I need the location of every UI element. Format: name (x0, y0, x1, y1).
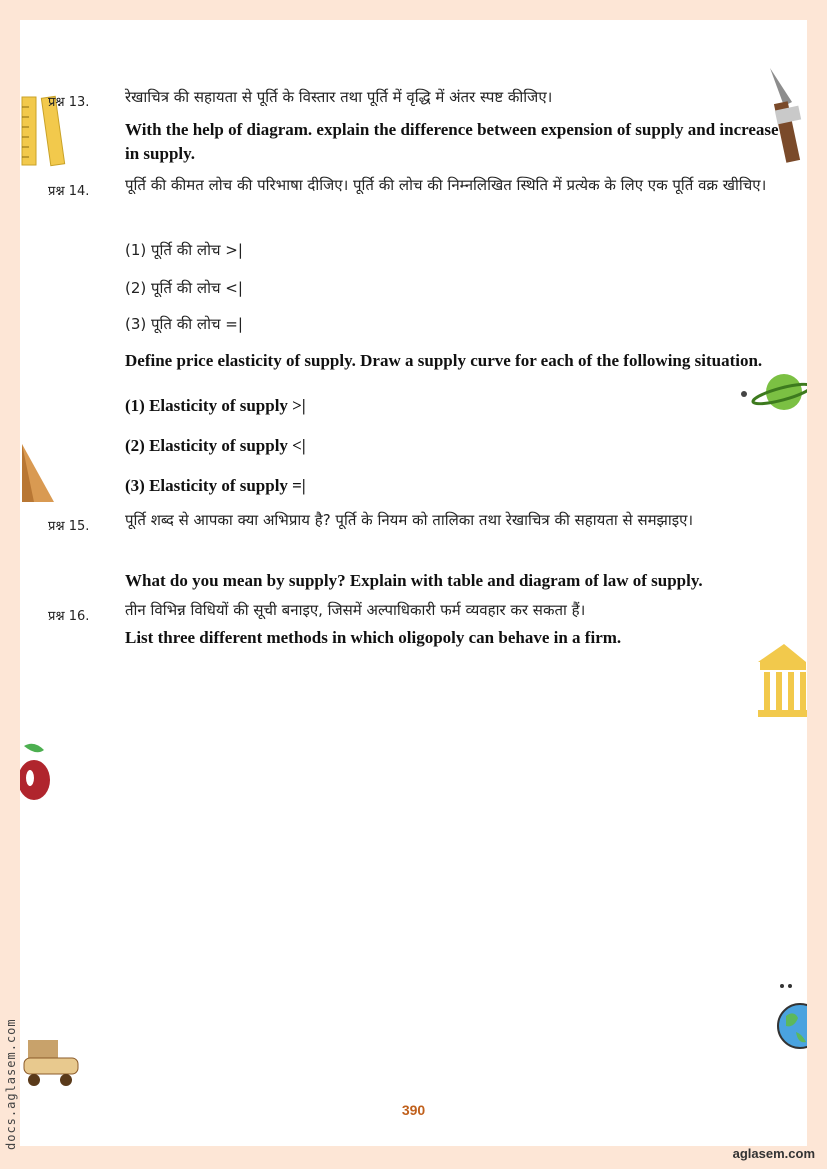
question-16-english: List three different methods in which oligopoly can behave in a firm. (125, 628, 622, 647)
question-14-hindi-option-2: (2) पूर्ति की लोच <| (125, 279, 243, 297)
question-13-hindi: रेखाचित्र की सहायता से पूर्ति के विस्तार तथा पूर्ति में वृद्धि में अंतर स्पष्ट कीजिए। (125, 88, 553, 106)
apple-icon (20, 740, 54, 804)
question-15-english: What do you mean by supply? Explain with table and diagram of law of supply. (125, 571, 703, 590)
temple-icon (756, 642, 807, 718)
question-15-hindi: पूर्ति शब्द से आपका क्या अभिप्राय है? पूर्ति के नियम को तालिका तथा रेखाचित्र की सहायता से समझाइए। (125, 511, 694, 529)
question-14-hindi: पूर्ति की कीमत लोच की परिभाषा दीजिए। पूर्ति की लोच की निम्नलिखित स्थिति में प्रत्येक के लिए एक पूर्ति वक्र खीचिए। (125, 176, 767, 194)
question-16-label: प्रश्न 16. (48, 609, 90, 624)
question-14-english-option-1: (1) Elasticity of supply >| (125, 396, 306, 415)
side-watermark: docs.aglasem.com (4, 1018, 18, 1150)
site-name[interactable]: aglasem.com (732, 1146, 815, 1161)
page-number: 390 (401, 1102, 426, 1118)
question-14-english: Define price elasticity of supply. Draw a supply curve for each of the following situation. (125, 351, 763, 370)
question-14-english-option-2: (2) Elasticity of supply <| (125, 436, 306, 455)
question-15-label: प्रश्न 15. (48, 519, 90, 534)
question-16-hindi: तीन विभिन्न विधियों की सूची बनाइए, जिसमें अल्पाधिकारी फर्म व्यवहार कर सकता हैं। (125, 601, 586, 619)
question-13-english: With the help of diagram. explain the difference between expension of supply and increase in supply. (125, 120, 779, 163)
question-14-hindi-option-1: (1) पूर्ति की लोच >| (125, 241, 243, 259)
pyramid-icon (20, 442, 56, 504)
question-13-label: प्रश्न 13. (48, 95, 90, 110)
globe-icon (776, 980, 807, 1052)
question-14-english-option-3: (3) Elasticity of supply =| (125, 476, 306, 495)
question-14-label: प्रश्न 14. (48, 184, 90, 199)
cart-icon (20, 1032, 82, 1088)
question-14-hindi-option-3: (3) पूति की लोच =| (125, 315, 243, 333)
